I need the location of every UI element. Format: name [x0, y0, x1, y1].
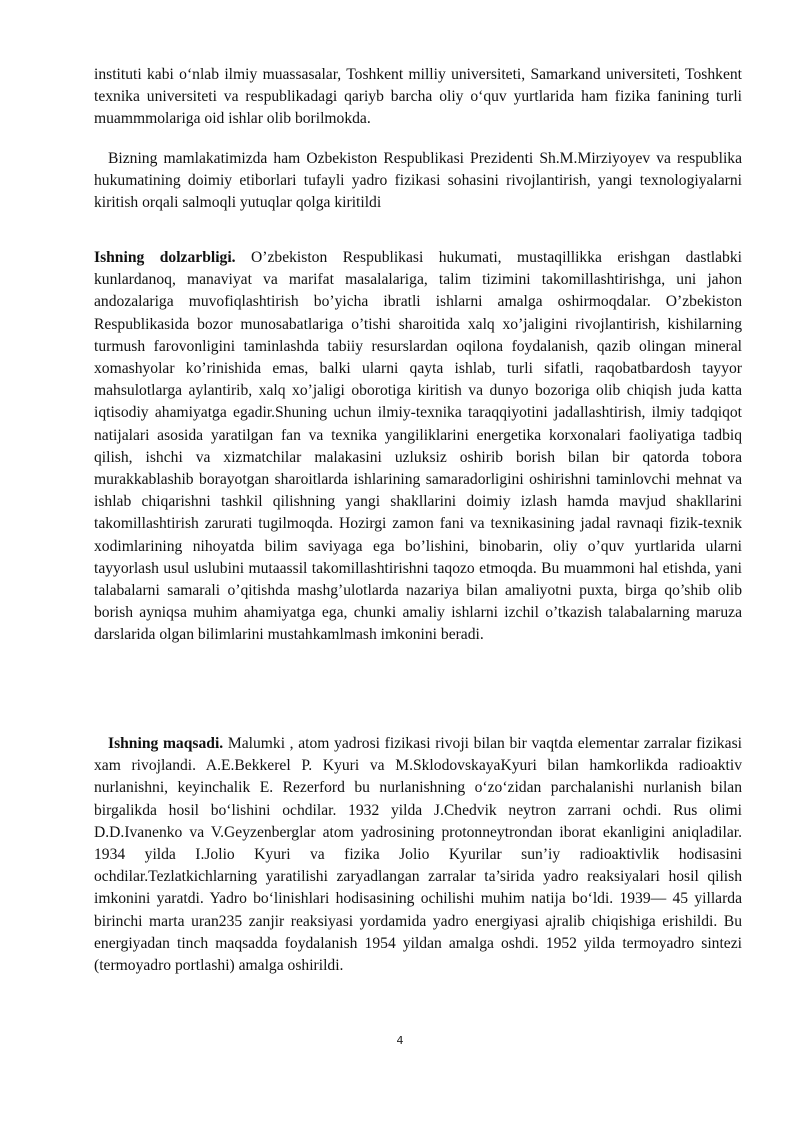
paragraph-relevance: [94, 247, 742, 647]
paragraph-goal: [94, 733, 742, 977]
goal-heading: Ishning maqsadi.: [108, 735, 224, 752]
relevance-body: O’zbekiston Respublikasi hukumati, mustaqillikka erishgan dastlabki kunlardanoq, manaviyat va marifat masalalariga, talim tizimini takomillashtirishga, uni jahon andozalariga muvofiqlashtirish bo’yicha ibratli ishlarni amalga oshirmoqdalar. O’zbekiston Respublikasida bozor munosabatlariga o’tishi sharoitida xalq xo’jaligini rivojlantirish, kishilarning turmush farovonligini taminlashda tabiiy resurslardan oqilona foydalanish, qazib olingan mineral xomashyolar ko’rinishida emas, balki ularni qayta ishlab, turli sifatli, raqobatbardosh tayyor mahsulotlarga aylantirib, xalq xo’jaligi oborotiga kiritish va dunyo bozoriga olib chiqish juda katta iqtisodiy ahamiyatga egadir.Shuning uchun ilmiy-texnika taraqqiyotini jadallashtirish, ilmiy tadqiqot natijalari asosida yaratilgan fan va texnika yangiliklarini energetika korxonalari faoliyatiga tadbiq qilish, ishchi va xizmatchilar malakasini uzluksiz oshirib borish bilan bir qatorda tobora murakkablashib borayotgan sharoitlarda ishlarining samaradorligini oshirishni taminlovchi mehnat va ishlab chiqarishni tashkil qilishning yangi shakllarini doimiy izlash hamda mavjud shakllarini takomillashtirish zarurati tugilmoqda. Hozirgi zamon fani va texnikasining jadal ravnaqi fizik-texnik xodimlarining nihoyatda bilim saviyaga ega bo’lishini, binobarin, oliy o’quv yurtlarida ularni tayyorlash usul uslubini mutaassil takomillashtirishni taqozo etmoqda. Bu muammoni hal etishda, yani talabalarni samarali o’qitishda mashg’ulotlarda nazariya bilan amaliyotni puxta, birga qo’shib olib borish ayniqsa muhim ahamiyatga ega, chunki amaliy ishlarni izchil o’tkazish talabalarning maruza darslarida olgan bilimlarini mustahkamlmash imkonini beradi.: [94, 249, 742, 644]
page-number: 4: [396, 1034, 404, 1047]
goal-body: Malumki , atom yadrosi fizikasi rivoji bilan bir vaqtda elementar zarralar fizikasi xam rivojlandi. A.E.Bekkerel P. Kyuri va M.SklodovskayaKyuri bilan hamkorlikda radioaktiv nurlanishni, keyinchalik E. Rezerford bu nurlanishning oʻzoʻzidan parchalanishi nurlanish bilan birgalikda hosil boʻlishini ochdilar. 1932 yilda J.Chedvik neytron zarrani ochdi. Rus olimi D.D.Ivanenko va V.Geyzenberglar atom yadrosining protonneytrondan iborat ekanligini aniqladilar. 1934 yilda I.Jolio Kyuri va fizika Jolio Kyurilar sun’iy radioaktivlik hodisasini ochdilar.Tezlatkichlarning yaratilishi zaryadlangan zarralar ta’sirida yadro reaksiyalari hosil qilish imkonini yaratdi. Yadro boʻlinishlari hodisasining ochilishi muhim natija boʻldi. 1939— 45 yillarda birinchi marta uran235 zanjir reaksiyasi yordamida yadro energiyasi ajralib chiqishiga erishildi. Bu energiyadan tinch maqsadda foydalanish 1954 yildan amalga oshdi. 1952 yilda termoyadro sintezi (termoyadro portlashi) amalga oshirildi.: [94, 735, 742, 975]
relevance-heading: Ishning dolzarbligi.: [94, 249, 236, 266]
paragraph-institutions: instituti kabi oʻnlab ilmiy muassasalar, Toshkent milliy universiteti, Samarkand universiteti, Toshkent texnika universiteti va respublikadagi qariyb barcha oliy oʻquv yurtlarida ham fizika fanining turli muammmolariga oid ishlar olib borilmokda.: [94, 66, 742, 128]
paragraph-achievements: Bizning mamlakatimizda ham Ozbekiston Respublikasi Prezidenti Sh.M.Mirziyoyev va respublika hukumatining doimiy etiborlari tufayli yadro fizikasi sohasini rivojlantirish, yangi texnologiyalarni kiritish orqali salmoqli yutuqlar qolga kiritildi: [94, 150, 742, 212]
